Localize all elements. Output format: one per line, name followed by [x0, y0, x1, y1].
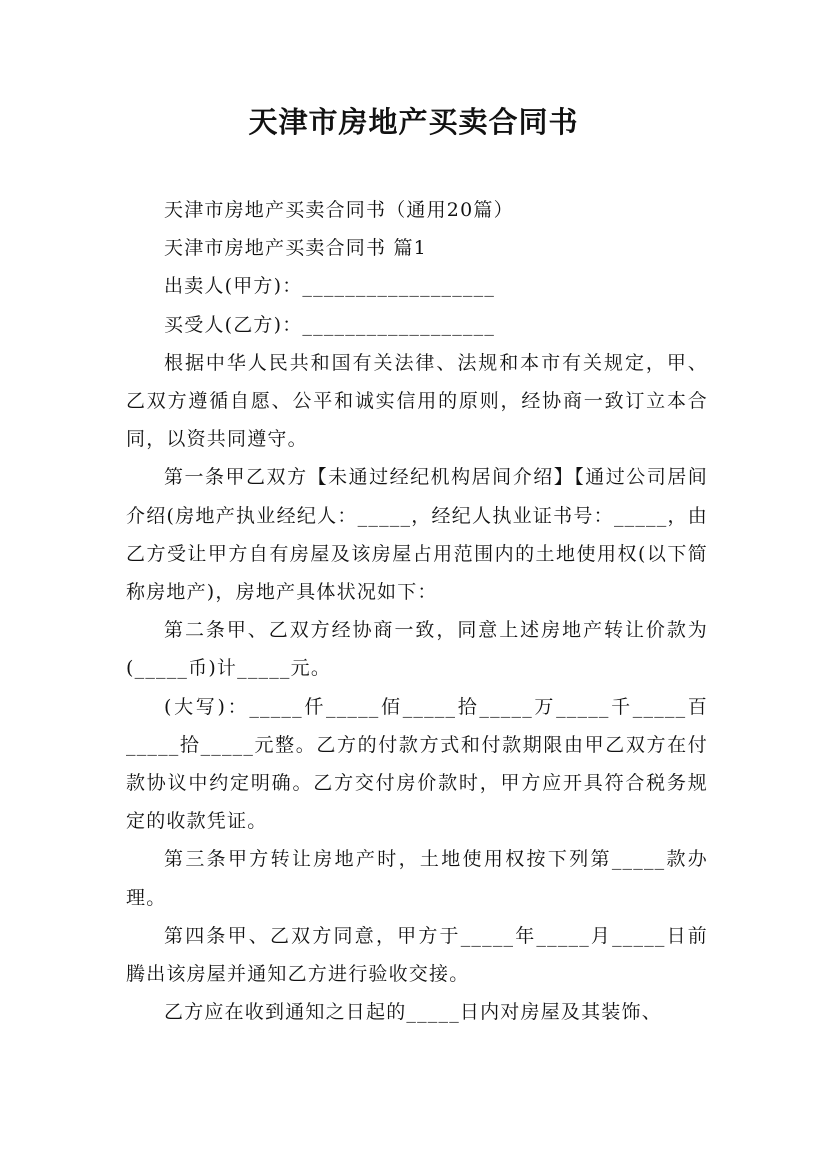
paragraph-buyer: 买受人(乙方)：__________________ [164, 313, 496, 336]
paragraph-amount-in-words: (大写)：_____仟_____佰_____拾_____万_____千_____百_____拾_____元整。乙方的付款方式和付款期限由甲乙双方在付款协议中约定明确。乙方交付房价款时，甲方应开具符合税务规定的收款凭证。 [126, 695, 708, 833]
paragraph-inspection: 乙方应在收到通知之日起的_____日内对房屋及其装饰、 [164, 1001, 662, 1024]
paragraph-preamble: 根据中华人民共和国有关法律、法规和本市有关规定，甲、乙双方遵循自愿、公平和诚实信用的原则，经协商一致订立本合同，以资共同遵守。 [126, 351, 708, 451]
document-body [126, 191, 708, 1031]
paragraph-subtitle: 天津市房地产买卖合同书（通用20篇） [164, 199, 514, 221]
paragraph-article-1: 第一条甲乙双方【未通过经纪机构居间介绍】【通过公司居间介绍(房地产执业经纪人：_____，经纪人执业证书号：_____，由乙方受让甲方自有房屋及该房屋占用范围内的土地使用权(以下简称房地产)，房地产具体状况如下： [126, 466, 708, 604]
paragraph-article-3: 第三条甲方转让房地产时，土地使用权按下列第_____款办理。 [126, 848, 708, 909]
paragraph-section-heading: 天津市房地产买卖合同书 篇1 [164, 237, 427, 260]
paragraph-seller: 出卖人(甲方)：__________________ [164, 275, 496, 298]
paragraph-article-2: 第二条甲、乙双方经协商一致，同意上述房地产转让价款为(_____币)计_____元。 [126, 619, 708, 680]
document-title: 天津市房地产买卖合同书 [248, 105, 579, 139]
paragraph-article-4: 第四条甲、乙双方同意，甲方于_____年_____月_____日前腾出该房屋并通知乙方进行验收交接。 [126, 924, 708, 986]
